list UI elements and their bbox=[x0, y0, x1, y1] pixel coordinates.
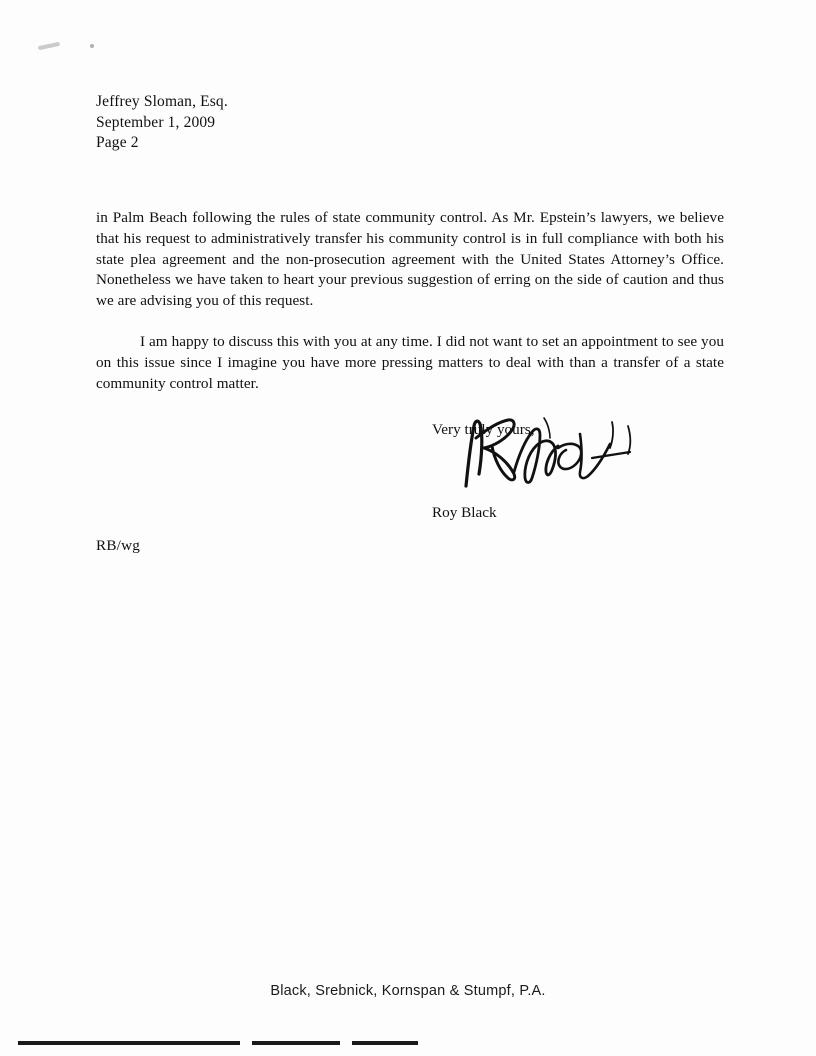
closing-signer-name: Roy Black bbox=[432, 503, 497, 521]
footer-firm-name: Black, Srebnick, Kornspan & Stumpf, P.A. bbox=[270, 983, 546, 999]
body-paragraph-1: in Palm Beach following the rules of state community control. As Mr. Epstein’s lawyers, we believe that his request to administratively transfer his community control is in full compliance with both his state plea agreement and the non-prosecution agreement with the United States Attorney’s Office. Nonetheless we have taken to heart your previous suggestion of erring on the side of caution and thus we are advising you of this request. bbox=[96, 209, 724, 310]
letter-header bbox=[96, 92, 228, 154]
letter-closing bbox=[432, 420, 732, 524]
header-date: September 1, 2009 bbox=[96, 113, 216, 131]
closing-valediction: Very truly yours, bbox=[432, 421, 535, 438]
scan-edge-bar bbox=[252, 1041, 340, 1045]
typist-initials: RB/wg bbox=[96, 537, 141, 554]
body-paragraph-2: I am happy to discuss this with you at any time. I did not want to set an appointment to see you on this issue since I imagine you have more pressing matters to deal with than a transfer of a state community control matter. bbox=[96, 332, 724, 392]
letter-body bbox=[96, 208, 724, 414]
scan-artifact-icon bbox=[38, 42, 60, 50]
header-page-number: Page 2 bbox=[96, 134, 139, 151]
scan-speck-icon bbox=[90, 44, 94, 48]
header-recipient: Jeffrey Sloman, Esq. bbox=[96, 93, 228, 110]
scan-edge-bar bbox=[352, 1041, 418, 1045]
scan-edge-bar bbox=[18, 1041, 240, 1045]
